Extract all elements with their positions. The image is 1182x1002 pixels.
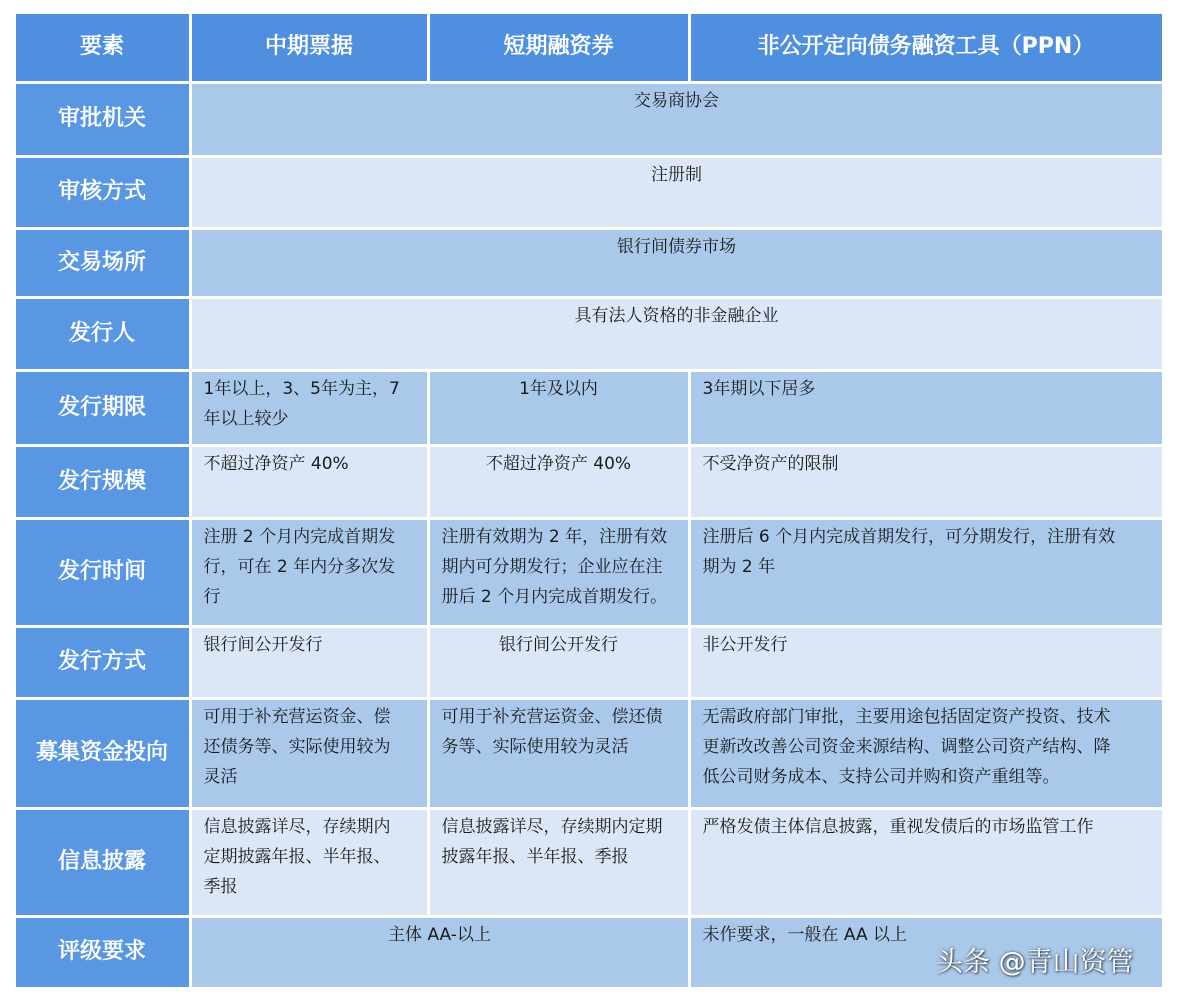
table-cell: 主体 AA-以上: [192, 918, 688, 987]
header-cell: 要素: [16, 14, 189, 81]
row-label: 发行规模: [16, 447, 189, 517]
table-cell: 严格发债主体信息披露，重视发债后的市场监管工作: [691, 810, 1162, 915]
header-cell: 非公开定向债务融资工具（PPN）: [691, 14, 1162, 81]
row-label: 募集资金投向: [16, 700, 189, 807]
table-cell: 注册制: [192, 158, 1162, 227]
row-label: 信息披露: [16, 810, 189, 915]
table-cell: 不超过净资产 40%: [430, 447, 688, 517]
row-label: 发行方式: [16, 628, 189, 697]
row-label: 发行时间: [16, 520, 189, 625]
row-label: 交易场所: [16, 230, 189, 296]
table-cell: 不超过净资产 40%: [192, 447, 427, 517]
table-cell: 注册后 6 个月内完成首期发行，可分期发行，注册有效 期为 2 年: [691, 520, 1162, 625]
table-cell: 具有法人资格的非金融企业: [192, 299, 1162, 369]
header-cell: 中期票据: [192, 14, 427, 81]
table-cell: 信息披露详尽，存续期内 定期披露年报、半年报、 季报: [192, 810, 427, 915]
table-cell: 1年以上，3、5年为主，7 年以上较少: [192, 372, 427, 444]
row-label: 审核方式: [16, 158, 189, 227]
table-cell: 1年及以内: [430, 372, 688, 444]
row-label: 审批机关: [16, 84, 189, 155]
table-cell: 银行间公开发行: [430, 628, 688, 697]
row-label: 发行期限: [16, 372, 189, 444]
table-cell: 注册有效期为 2 年，注册有效 期内可分期发行；企业应在注 册后 2 个月内完成首期发行。: [430, 520, 688, 625]
table-cell: 银行间公开发行: [192, 628, 427, 697]
table-cell: 可用于补充营运资金、偿 还债务等、实际使用较为 灵活: [192, 700, 427, 807]
row-label: 发行人: [16, 299, 189, 369]
table-cell: 银行间债券市场: [192, 230, 1162, 296]
watermark: 头条 @青山资管: [936, 947, 1134, 978]
table-cell: 无需政府部门审批，主要用途包括固定资产投资、技术 更新改改善公司资金来源结构、调整公司资产结构、降 低公司财务成本、支持公司并购和资产重组等。: [691, 700, 1162, 807]
row-label: 评级要求: [16, 918, 189, 987]
header-cell: 短期融资券: [430, 14, 688, 81]
table-cell: 非公开发行: [691, 628, 1162, 697]
table-cell: 信息披露详尽，存续期内定期 披露年报、半年报、季报: [430, 810, 688, 915]
table-cell: 可用于补充营运资金、偿还债 务等、实际使用较为灵活: [430, 700, 688, 807]
table-cell: 不受净资产的限制: [691, 447, 1162, 517]
table-cell: 未作要求，一般在 AA 以上: [691, 918, 1162, 987]
table-cell: 注册 2 个月内完成首期发 行，可在 2 年内分多次发 行: [192, 520, 427, 625]
table-cell: 交易商协会: [192, 84, 1162, 155]
table-cell: 3年期以下居多: [691, 372, 1162, 444]
